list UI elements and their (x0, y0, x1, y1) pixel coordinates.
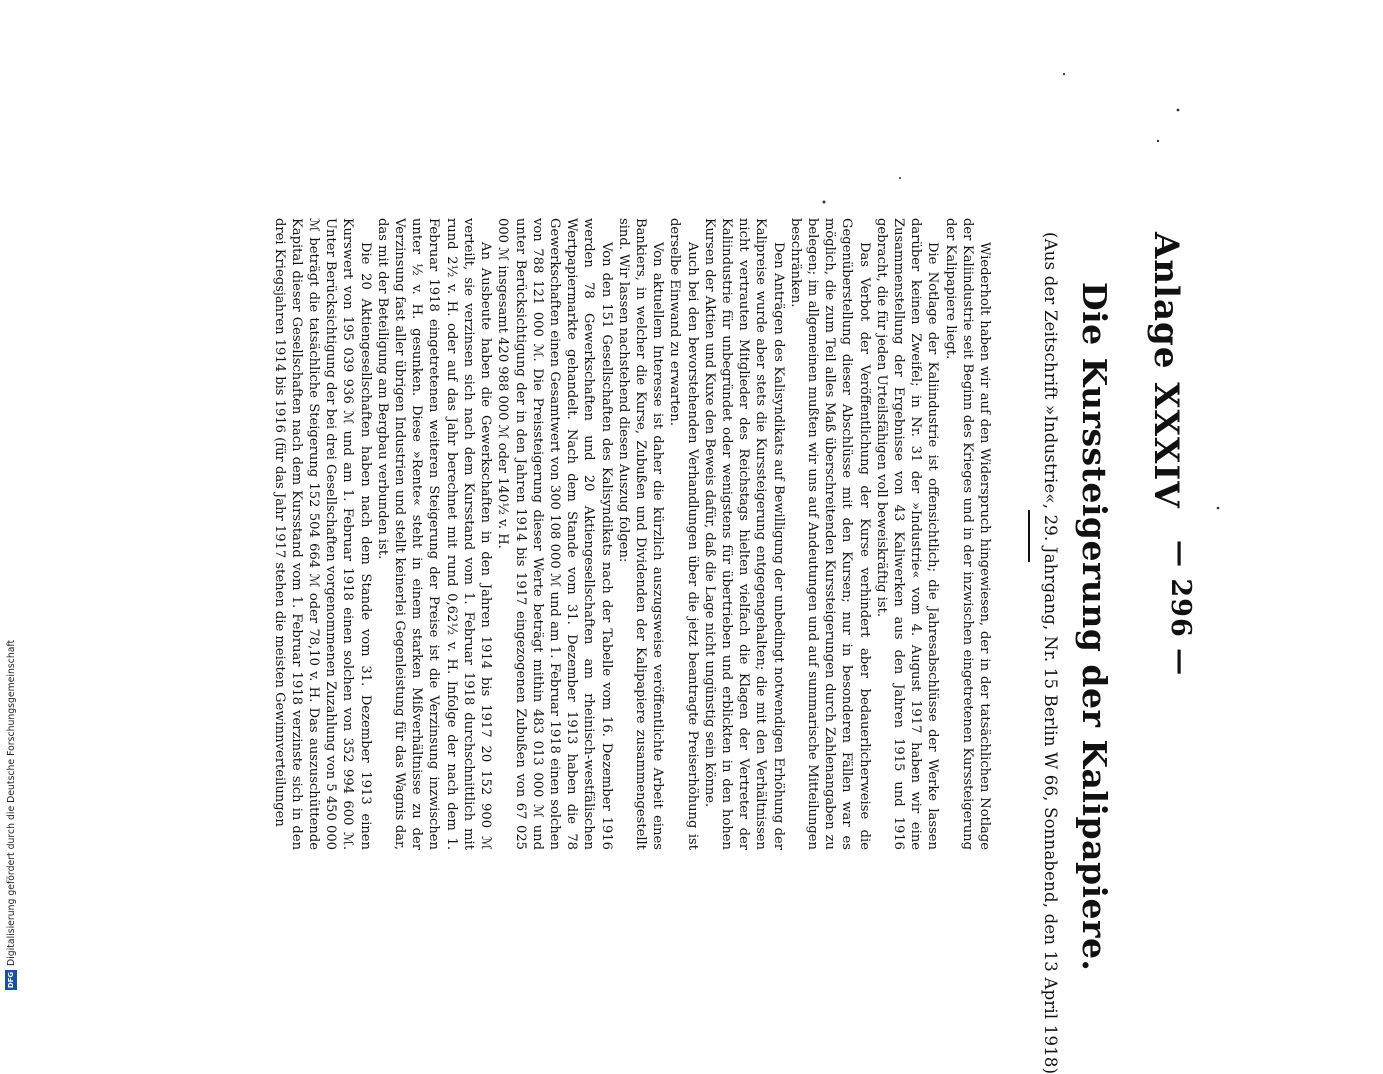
paragraph: Die 20 Aktiengesellschaften haben nach dem Stande vom 31. Dezember 1913 einen Kurswert von 195 039 936 ℳ und am 1. Februar 1918 einen solchen von 352 994 600 ℳ. Unter Berücksichtigung der bei drei Gesellschaften vorgenommenen Zuzahlung von 5 450 000 ℳ beträgt die tatsächliche Steigerung 152 504 664 ℳ oder 78,10 v. H. Das auszuschüttende Kapital dieser Gesellschaften nach dem Kursstand vom 1. Februar 1918 verzinste sich in den drei Kriegsjahren 1914 bis 1916 (für das Jahr 1917 stehen die meisten Gewinnverteilungen (271, 218, 373, 850)
paragraph: Das Verbot der Veröffentlichung der Kurse verhindert aber bedauerlicherweise die Gegenüberstellung dieser Abschlüsse mit den Kursen; nur in besonderen Fällen war es möglich, die zum Teil alles Maß überschreitenden Kurssteigerungen durch Zahlenangaben zu belegen; im allgemeinen mußten wir uns auf Andeutungen und auf summarische Mitteilungen beschränken. (787, 218, 872, 850)
page-number: — 296 — (1165, 540, 1196, 677)
paragraph: Wiederholt haben wir auf den Widerspruch hingewiesen, der in der tatsächlichen Notlage der Kaliindustrie seit Beginn des Krieges und in der inzwischen eingetretenen Kurssteigerung der Kalipapiere liegt. (942, 218, 992, 850)
paragraph: Von den 151 Gesellschaften des Kalisyndikats nach der Tabelle vom 16. Dezember 1916 werden 78 Gewerkschaften und 20 Aktiengesellschaften am rheinisch-westfälischen Wertpapiermarkte gehandelt. Nach dem Stande vom 31. Dezember 1913 haben die 78 Gewerkschaften einen Gesamtwert von 300 108 000 ℳ und am 1. Februar 1918 einen solchen von 788 121 000 ℳ. Die Preissteigerung dieser Werte beträgt mithin 483 013 000 ℳ und unter Berücksichtigung der in den Jahren 1914 bis 1917 eingezogenen Zubußen von 67 025 000 ℳ insgesamt 420 988 000 ℳ oder 140½ v. H. (495, 218, 614, 850)
page-title: Die Kurssteigerung der Kalipapiere. (1075, 282, 1114, 972)
annex-label: Anlage XXXIV (1146, 232, 1186, 509)
paragraph: Von aktuellem Interesse ist daher die kürzlich auszugsweise veröffentlichte Arbeit eines Bankiers, in welcher die Kurse, Zubußen und Dividenden der Kalipapiere zusammengestellt sind. Wir lassen nachstehend diesen Auszug folgen: (615, 218, 666, 850)
article-body (270, 218, 993, 850)
paragraph: Auch bei den bevorstehenden Verhandlungen über die jetzt beantragte Preiserhöhung ist derselbe Einwand zu erwarten. (667, 218, 700, 850)
paragraph: Die Notlage der Kaliindustrie ist offensichtlich; die Jahresabschlüsse der Werke lassen darüber keinen Zweifel; in Nr. 31 der »Industrie« vom 4. August 1917 haben wir eine Zusammenstellung der Ergebnisse von 43 Kaliwerken aus den Jahren 1915 und 1916 gebracht, die für jeden Urteilsfähigen voll beweiskräftig ist. (873, 218, 941, 850)
digitization-credit (1, 600, 21, 990)
credit-text: Digitalisierung gefördert durch die Deutsche Forschungsgemeinschaft (5, 639, 17, 966)
title-divider (1028, 510, 1030, 562)
source-note: (Aus der Zeitschrift »Industrie«, 29. Jahrgang, Nr. 15 Berlin W 66, Sonnabend, den 13 April 1918) (1041, 232, 1060, 1074)
dfg-logo-icon: DFG (7, 971, 15, 989)
paragraph: Den Anträgen des Kalisyndikats auf Bewilligung der unbedingt notwendigen Erhöhung der Kalipreise wurde aber stets die Kurssteigerung entgegengehalten; die mit den Verhältnissen nicht vertrauten Mitglieder des Reichstags hielten vielfach die Klagen der Vertreter der Kaliindustrie für unbegründet oder wenigstens für übertrieben und erblickten in den hohen Kursen der Aktien und Kuxe den Beweis dafür, daß die Lage nicht ungünstig sein könne. (701, 218, 786, 850)
rotated-page-content (200, 0, 1200, 1074)
paragraph: An Ausbeute haben die Gewerkschaften in den Jahren 1914 bis 1917 20 152 900 ℳ verteilt, sie verzinsen sich nach dem Kursstand vom 1. Februar 1918 durchschnittlich mit rund 2½ v. H. oder auf das Jahr berechnet mit rund 0,62½ v. H. Infolge der nach dem 1. Februar 1918 eingetretenen weiteren Steigerung der Preise ist die Verzinsung inzwischen unter ½ v. H. gesunken. Diese »Rente« steht in einem starken Mißverhältnisse zu der Verzinsung fast aller übrigen Industrien und stellt keinerlei Gegenleistung für das Wagnis dar, das mit der Beteiligung am Bergbau verbunden ist. (374, 218, 494, 850)
